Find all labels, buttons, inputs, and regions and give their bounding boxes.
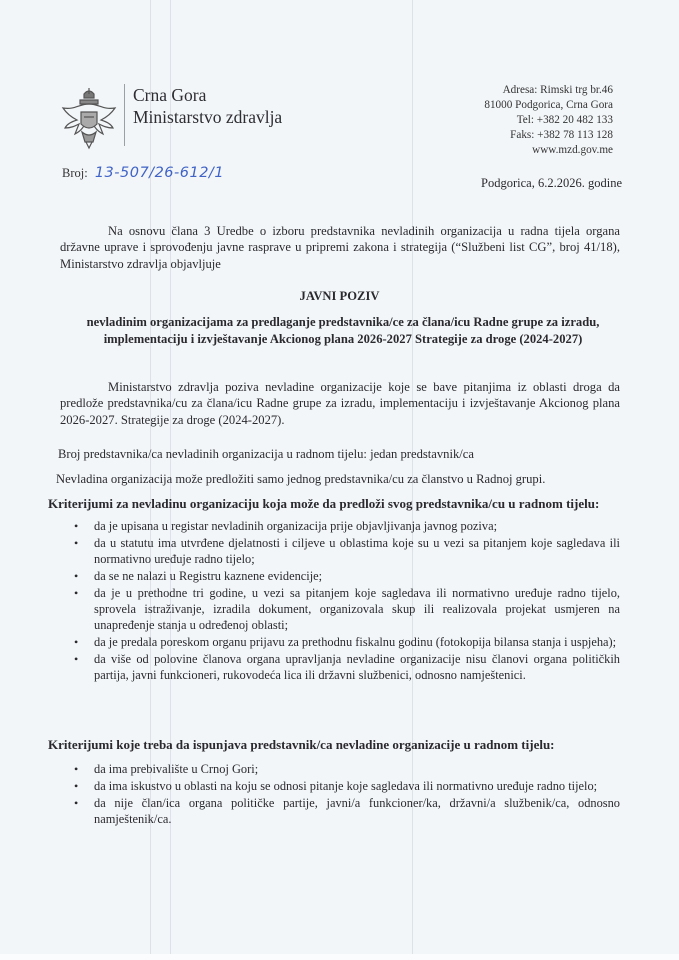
list-item: • da ima iskustvo u oblasti na koju se odnosi pitanje koje sagledava ili normativno uređuje radno tijelo; <box>74 779 598 793</box>
bullet-icon: • <box>74 779 79 793</box>
document-title: JAVNI POZIV <box>299 289 380 303</box>
document-date: Podgorica, 6.2.2026. godine <box>481 176 622 190</box>
handwritten-reference-value: 13-507/26-612/1 <box>94 165 225 181</box>
bullet-icon: • <box>74 635 79 649</box>
country-name: Crna Gora <box>133 85 207 105</box>
bullet-icon: • <box>74 762 79 776</box>
document-subtitle: nevladinim organizacijama za predlaganje predstavnika/ce za člana/icu Radne grupe za izradu, implementaciju i izvještavanje Akcionog plana 2026-2027 Strategije za droge (2024-2027) <box>86 315 600 346</box>
city: 81000 Podgorica, Crna Gora <box>484 99 613 111</box>
header-divider <box>124 84 125 146</box>
bullet-icon: • <box>74 569 79 583</box>
coat-of-arms-icon <box>60 86 118 150</box>
list-item: • da više od polovine članova organa upravljanja nevladine organizacije nisu članovi organa političkih partija, javni funkcioneri, rukovodeća lica ili državni službenici, odnosno namještenici. <box>74 652 620 682</box>
bullet-icon: • <box>74 586 79 600</box>
bullet-icon: • <box>74 519 79 533</box>
ngo-criteria-heading: Kriterijumi za nevladinu organizaciju koja može da predloži svog predstavnika/cu u radnom tijelu: <box>48 496 600 511</box>
ministry-name: Ministarstvo zdravlja <box>133 107 283 127</box>
fax: Faks: +382 78 113 128 <box>510 129 613 141</box>
contact-block <box>484 83 613 158</box>
list-item: • da nije član/ica organa političke partije, javni/a funkcioner/ka, državni/a službenik/ca, odnosno namještenik/ca. <box>74 796 620 826</box>
intro-paragraph: Na osnovu člana 3 Uredbe o izboru predstavnika nevladinih organizacija u radna tijela organa državne uprave i sprovođenju javne rasprave u pripremi zakona i strategija (“Službeni list CG”, broj 41/18), Ministarstvo zdravlja objavljuje <box>60 224 620 271</box>
website-link[interactable]: www.mzd.gov.me <box>532 144 613 156</box>
issuer-block <box>133 84 282 128</box>
reference-number <box>62 165 224 181</box>
phone: Tel: +382 20 482 133 <box>516 114 613 126</box>
reference-label: Broj: <box>62 166 88 180</box>
bullet-icon: • <box>74 796 79 810</box>
page-edge <box>0 954 679 960</box>
representative-count: Broj predstavnika/ca nevladinih organizacija u radnom tijelu: jedan predstavnik/ca <box>58 447 474 461</box>
list-item: • da je upisana u registar nevladinih organizacija prije objavljivanja javnog poziva; <box>74 519 498 533</box>
list-item: • da je predala poreskom organu prijavu za prethodnu fiskalnu godinu (fotokopija bilansa stanja i uspjeha); <box>74 635 617 649</box>
ngo-criteria-list <box>68 518 620 684</box>
list-item: • da u statutu ima utvrđene djelatnosti i ciljeve u oblastima koje su u vezi sa pitanjem koje sagledava ili normativno uređuje radno tijelo; <box>74 536 620 566</box>
bullet-icon: • <box>74 536 79 550</box>
address: Adresa: Rimski trg br.46 <box>502 84 613 96</box>
invitation-paragraph: Ministarstvo zdravlja poziva nevladine organizacije koje se bave pitanjima iz oblasti droga da predlože predstavnika/cu za člana/icu Radne grupe za izradu, implementaciju i izvještavanje Akcionog plana 2026-2027. Strategije za droge (2024-2027). <box>60 380 620 427</box>
bullet-icon: • <box>74 652 79 666</box>
list-item: • da je u prethodne tri godine, u vezi sa pitanjem koje sagledava ili normativno uređuje radno tijelo, sprovela istraživanje, izradila dokument, organizovala skup ili realizovala projekat usmjeren na unapređenje stanja u određenoj oblasti; <box>74 586 620 632</box>
representative-criteria-list <box>68 761 620 828</box>
list-item: • da ima prebivalište u Crnoj Gori; <box>74 762 259 776</box>
list-item: • da se ne nalazi u Registru kaznene evidencije; <box>74 569 323 583</box>
single-representative-note: Nevladina organizacija može predložiti samo jednog predstavnika/cu za članstvo u Radnoj grupi. <box>56 472 546 486</box>
representative-criteria-heading: Kriterijumi koje treba da ispunjava predstavnik/ca nevladine organizacije u radnom tijelu: <box>48 737 555 752</box>
